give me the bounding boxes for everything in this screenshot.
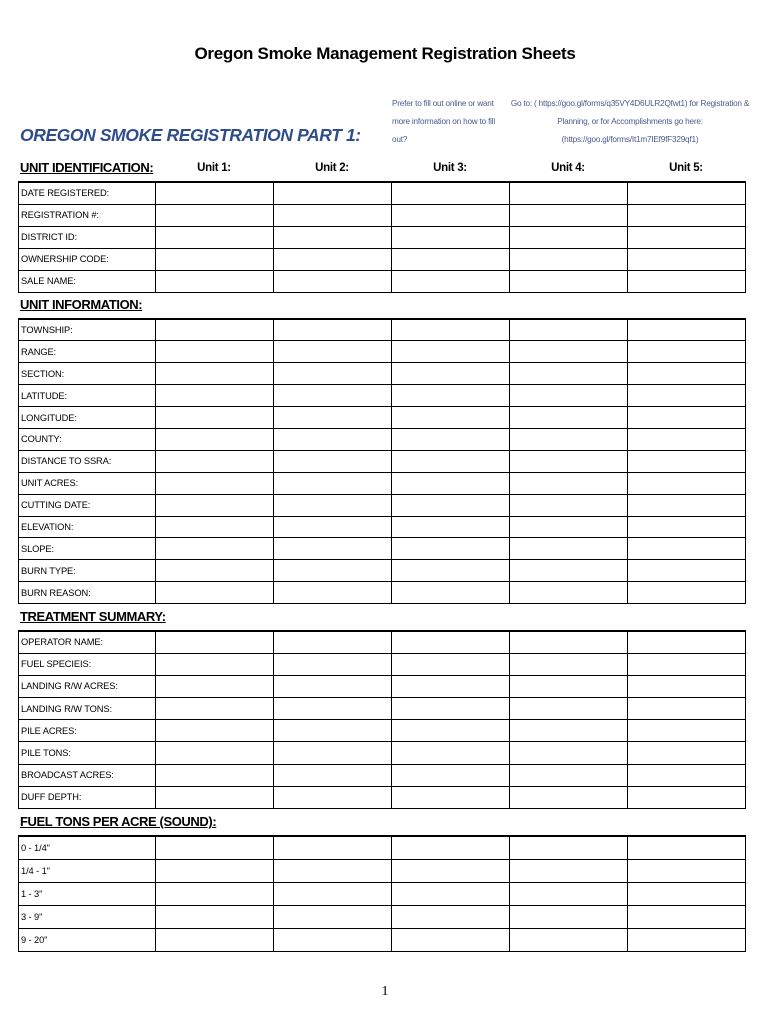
unit-1-field[interactable] — [156, 516, 274, 538]
table-row — [19, 720, 746, 742]
row-label: REGISTRATION #: — [19, 204, 156, 226]
unit-2-field[interactable] — [274, 204, 392, 226]
unit-3-field[interactable] — [392, 385, 510, 407]
unit-4-field[interactable] — [510, 764, 628, 786]
unit-1-field[interactable] — [156, 270, 274, 292]
row-label: LANDING R/W ACRES: — [19, 675, 156, 697]
unit-5-field[interactable] — [628, 494, 746, 516]
section-table — [18, 181, 746, 293]
unit-2-field[interactable] — [274, 906, 392, 929]
unit-3-field[interactable] — [392, 516, 510, 538]
row-label: BURN TYPE: — [19, 560, 156, 582]
unit-5-field[interactable] — [628, 582, 746, 604]
row-label: DISTRICT ID: — [19, 226, 156, 248]
unit-3-field[interactable] — [392, 472, 510, 494]
unit-1-field[interactable] — [156, 764, 274, 786]
unit-3-field[interactable] — [392, 742, 510, 764]
row-label: BROADCAST ACRES: — [19, 764, 156, 786]
unit-3-field[interactable] — [392, 786, 510, 808]
row-label: PILE TONS: — [19, 742, 156, 764]
unit-5-field[interactable] — [628, 248, 746, 270]
unit-4-field[interactable] — [510, 675, 628, 697]
row-label: CUTTING DATE: — [19, 494, 156, 516]
unit-4-field[interactable] — [510, 698, 628, 720]
table-row — [19, 742, 746, 764]
row-label: 9 - 20" — [19, 929, 156, 952]
unit-4-field[interactable] — [510, 929, 628, 952]
table-row — [19, 631, 746, 653]
unit-2-field[interactable] — [274, 248, 392, 270]
unit-4-field[interactable] — [510, 882, 628, 905]
unit-2-field[interactable] — [274, 698, 392, 720]
unit-2-header: Unit 2: — [315, 162, 349, 174]
unit-5-field[interactable] — [628, 363, 746, 385]
unit-1-field[interactable] — [156, 538, 274, 560]
page-number: 1 — [381, 984, 389, 999]
unit-1-field[interactable] — [156, 631, 274, 653]
unit-5-field[interactable] — [628, 204, 746, 226]
unit-2-field[interactable] — [274, 226, 392, 248]
table-row — [19, 906, 746, 929]
unit-5-field[interactable] — [628, 836, 746, 859]
unit-3-field[interactable] — [392, 560, 510, 582]
table-row — [19, 428, 746, 450]
row-label: BURN REASON: — [19, 582, 156, 604]
row-label: TOWNSHIP: — [19, 319, 156, 341]
unit-3-field[interactable] — [392, 882, 510, 905]
unit-5-field[interactable] — [628, 270, 746, 292]
unit-2-field[interactable] — [274, 450, 392, 472]
unit-5-field[interactable] — [628, 385, 746, 407]
section-table — [18, 318, 746, 604]
online-links-note[interactable]: Go to: ( https://goo.gl/forms/q35VY4D6ULR2Qfwt1) for Registration & Planning, or for Accomplishments go here: (https://goo.gl/forms/It1m7IEf9fF329qf1) — [510, 99, 750, 144]
table-row — [19, 407, 746, 429]
unit-4-field[interactable] — [510, 248, 628, 270]
table-row — [19, 786, 746, 808]
unit-2-field[interactable] — [274, 472, 392, 494]
unit-4-field[interactable] — [510, 270, 628, 292]
unit-4-field[interactable] — [510, 836, 628, 859]
unit-1-field[interactable] — [156, 204, 274, 226]
unit-1-field[interactable] — [156, 319, 274, 341]
unit-2-field[interactable] — [274, 538, 392, 560]
unit-3-field[interactable] — [392, 226, 510, 248]
table-row — [19, 450, 746, 472]
unit-5-field[interactable] — [628, 631, 746, 653]
row-label: FUEL SPECIEIS: — [19, 653, 156, 675]
unit-4-field[interactable] — [510, 560, 628, 582]
unit-1-field[interactable] — [156, 929, 274, 952]
unit-5-field[interactable] — [628, 407, 746, 429]
unit-4-field[interactable] — [510, 407, 628, 429]
unit-5-field[interactable] — [628, 929, 746, 952]
unit-1-field[interactable] — [156, 675, 274, 697]
row-label: DATE REGISTERED: — [19, 182, 156, 204]
table-row — [19, 836, 746, 859]
row-label: PILE ACRES: — [19, 720, 156, 742]
unit-5-field[interactable] — [628, 720, 746, 742]
unit-4-field[interactable] — [510, 631, 628, 653]
unit-1-field[interactable] — [156, 836, 274, 859]
unit-1-field[interactable] — [156, 698, 274, 720]
unit-2-field[interactable] — [274, 270, 392, 292]
unit-2-field[interactable] — [274, 494, 392, 516]
unit-3-field[interactable] — [392, 248, 510, 270]
unit-4-field[interactable] — [510, 204, 628, 226]
unit-3-field[interactable] — [392, 270, 510, 292]
unit-3-field[interactable] — [392, 631, 510, 653]
unit-4-field[interactable] — [510, 516, 628, 538]
unit-5-field[interactable] — [628, 341, 746, 363]
table-row — [19, 182, 746, 204]
unit-1-field[interactable] — [156, 560, 274, 582]
unit-2-field[interactable] — [274, 516, 392, 538]
unit-5-field[interactable] — [628, 560, 746, 582]
unit-3-field[interactable] — [392, 341, 510, 363]
unit-4-field[interactable] — [510, 653, 628, 675]
unit-2-field[interactable] — [274, 631, 392, 653]
unit-3-field[interactable] — [392, 582, 510, 604]
unit-4-field[interactable] — [510, 319, 628, 341]
unit-1-field[interactable] — [156, 786, 274, 808]
unit-2-field[interactable] — [274, 182, 392, 204]
row-label: SALE NAME: — [19, 270, 156, 292]
table-row — [19, 363, 746, 385]
row-label: 0 - 1/4" — [19, 836, 156, 859]
unit-2-field[interactable] — [274, 407, 392, 429]
unit-3-field[interactable] — [392, 698, 510, 720]
unit-1-field[interactable] — [156, 906, 274, 929]
table-row — [19, 385, 746, 407]
unit-1-field[interactable] — [156, 472, 274, 494]
unit-1-header: Unit 1: — [197, 162, 231, 174]
unit-2-field[interactable] — [274, 720, 392, 742]
table-row — [19, 764, 746, 786]
unit-2-field[interactable] — [274, 653, 392, 675]
unit-3-field[interactable] — [392, 538, 510, 560]
unit-2-field[interactable] — [274, 929, 392, 952]
unit-3-field[interactable] — [392, 929, 510, 952]
row-label: SECTION: — [19, 363, 156, 385]
unit-2-field[interactable] — [274, 786, 392, 808]
unit-2-field[interactable] — [274, 764, 392, 786]
table-row — [19, 882, 746, 905]
unit-3-field[interactable] — [392, 720, 510, 742]
unit-4-field[interactable] — [510, 538, 628, 560]
row-label: UNIT ACRES: — [19, 472, 156, 494]
row-label: OWNERSHIP CODE: — [19, 248, 156, 270]
unit-5-field[interactable] — [628, 859, 746, 882]
unit-5-field[interactable] — [628, 764, 746, 786]
unit-5-field[interactable] — [628, 675, 746, 697]
unit-5-field[interactable] — [628, 653, 746, 675]
row-label: COUNTY: — [19, 428, 156, 450]
section-heading: UNIT IDENTIFICATION: — [20, 160, 154, 175]
unit-4-header: Unit 4: — [551, 162, 585, 174]
section-table — [18, 835, 746, 952]
unit-5-field[interactable] — [628, 698, 746, 720]
table-row — [19, 319, 746, 341]
table-row — [19, 929, 746, 952]
unit-1-field[interactable] — [156, 742, 274, 764]
unit-1-field[interactable] — [156, 407, 274, 429]
unit-5-field[interactable] — [628, 428, 746, 450]
unit-4-field[interactable] — [510, 341, 628, 363]
row-label: ELEVATION: — [19, 516, 156, 538]
section-heading: TREATMENT SUMMARY: — [20, 609, 166, 624]
unit-5-field[interactable] — [628, 516, 746, 538]
unit-3-field[interactable] — [392, 764, 510, 786]
unit-3-field[interactable] — [392, 319, 510, 341]
unit-3-field[interactable] — [392, 836, 510, 859]
table-row — [19, 698, 746, 720]
unit-4-field[interactable] — [510, 494, 628, 516]
unit-2-field[interactable] — [274, 742, 392, 764]
table-row — [19, 248, 746, 270]
unit-5-field[interactable] — [628, 906, 746, 929]
unit-5-field[interactable] — [628, 450, 746, 472]
row-label: LANDING R/W TONS: — [19, 698, 156, 720]
row-label: LATITUDE: — [19, 385, 156, 407]
unit-4-field[interactable] — [510, 226, 628, 248]
unit-3-field[interactable] — [392, 407, 510, 429]
unit-2-field[interactable] — [274, 675, 392, 697]
table-row — [19, 582, 746, 604]
row-label: 1/4 - 1" — [19, 859, 156, 882]
unit-1-field[interactable] — [156, 582, 274, 604]
row-label: LONGITUDE: — [19, 407, 156, 429]
unit-1-field[interactable] — [156, 882, 274, 905]
table-row — [19, 653, 746, 675]
unit-1-field[interactable] — [156, 363, 274, 385]
online-note: Prefer to fill out online or want more information on how to fill out? — [392, 99, 496, 144]
unit-5-field[interactable] — [628, 319, 746, 341]
table-row — [19, 226, 746, 248]
unit-4-field[interactable] — [510, 859, 628, 882]
unit-3-field[interactable] — [392, 428, 510, 450]
unit-5-field[interactable] — [628, 882, 746, 905]
unit-2-field[interactable] — [274, 582, 392, 604]
unit-1-field[interactable] — [156, 428, 274, 450]
table-row — [19, 675, 746, 697]
part-title: OREGON SMOKE REGISTRATION PART 1: — [20, 125, 361, 145]
unit-3-field[interactable] — [392, 450, 510, 472]
unit-1-field[interactable] — [156, 494, 274, 516]
unit-1-field[interactable] — [156, 341, 274, 363]
unit-5-field[interactable] — [628, 226, 746, 248]
unit-3-field[interactable] — [392, 675, 510, 697]
unit-3-field[interactable] — [392, 182, 510, 204]
unit-1-field[interactable] — [156, 720, 274, 742]
document-title: Oregon Smoke Management Registration Sheets — [194, 44, 576, 63]
table-row — [19, 472, 746, 494]
unit-2-field[interactable] — [274, 836, 392, 859]
unit-5-field[interactable] — [628, 786, 746, 808]
row-label: DISTANCE TO SSRA: — [19, 450, 156, 472]
unit-4-field[interactable] — [510, 720, 628, 742]
unit-1-field[interactable] — [156, 385, 274, 407]
unit-3-field[interactable] — [392, 204, 510, 226]
unit-3-field[interactable] — [392, 906, 510, 929]
unit-3-field[interactable] — [392, 653, 510, 675]
section-heading: FUEL TONS PER ACRE (SOUND): — [20, 814, 217, 829]
unit-1-field[interactable] — [156, 226, 274, 248]
row-label: OPERATOR NAME: — [19, 631, 156, 653]
unit-1-field[interactable] — [156, 653, 274, 675]
unit-4-field[interactable] — [510, 582, 628, 604]
unit-5-field[interactable] — [628, 472, 746, 494]
unit-4-field[interactable] — [510, 428, 628, 450]
unit-2-field[interactable] — [274, 859, 392, 882]
unit-2-field[interactable] — [274, 882, 392, 905]
row-label: DUFF DEPTH: — [19, 786, 156, 808]
unit-5-header: Unit 5: — [669, 162, 703, 174]
unit-3-field[interactable] — [392, 363, 510, 385]
table-row — [19, 204, 746, 226]
unit-2-field[interactable] — [274, 385, 392, 407]
table-row — [19, 494, 746, 516]
unit-2-field[interactable] — [274, 319, 392, 341]
unit-5-field[interactable] — [628, 182, 746, 204]
unit-2-field[interactable] — [274, 363, 392, 385]
unit-2-field[interactable] — [274, 428, 392, 450]
unit-4-field[interactable] — [510, 742, 628, 764]
unit-4-field[interactable] — [510, 385, 628, 407]
row-label: 3 - 9" — [19, 906, 156, 929]
row-label: 1 - 3" — [19, 882, 156, 905]
unit-2-field[interactable] — [274, 560, 392, 582]
unit-5-field[interactable] — [628, 538, 746, 560]
unit-4-field[interactable] — [510, 786, 628, 808]
unit-5-field[interactable] — [628, 742, 746, 764]
table-row — [19, 270, 746, 292]
table-row — [19, 516, 746, 538]
unit-1-field[interactable] — [156, 248, 274, 270]
unit-2-field[interactable] — [274, 341, 392, 363]
unit-3-header: Unit 3: — [433, 162, 467, 174]
table-row — [19, 538, 746, 560]
unit-4-field[interactable] — [510, 363, 628, 385]
section-heading: UNIT INFORMATION: — [20, 297, 143, 312]
unit-4-field[interactable] — [510, 450, 628, 472]
unit-1-field[interactable] — [156, 182, 274, 204]
unit-1-field[interactable] — [156, 859, 274, 882]
section-table — [18, 630, 746, 809]
table-row — [19, 859, 746, 882]
unit-3-field[interactable] — [392, 859, 510, 882]
unit-4-field[interactable] — [510, 472, 628, 494]
unit-4-field[interactable] — [510, 182, 628, 204]
row-label: SLOPE: — [19, 538, 156, 560]
table-row — [19, 560, 746, 582]
unit-1-field[interactable] — [156, 450, 274, 472]
row-label: RANGE: — [19, 341, 156, 363]
table-row — [19, 341, 746, 363]
unit-4-field[interactable] — [510, 906, 628, 929]
unit-3-field[interactable] — [392, 494, 510, 516]
